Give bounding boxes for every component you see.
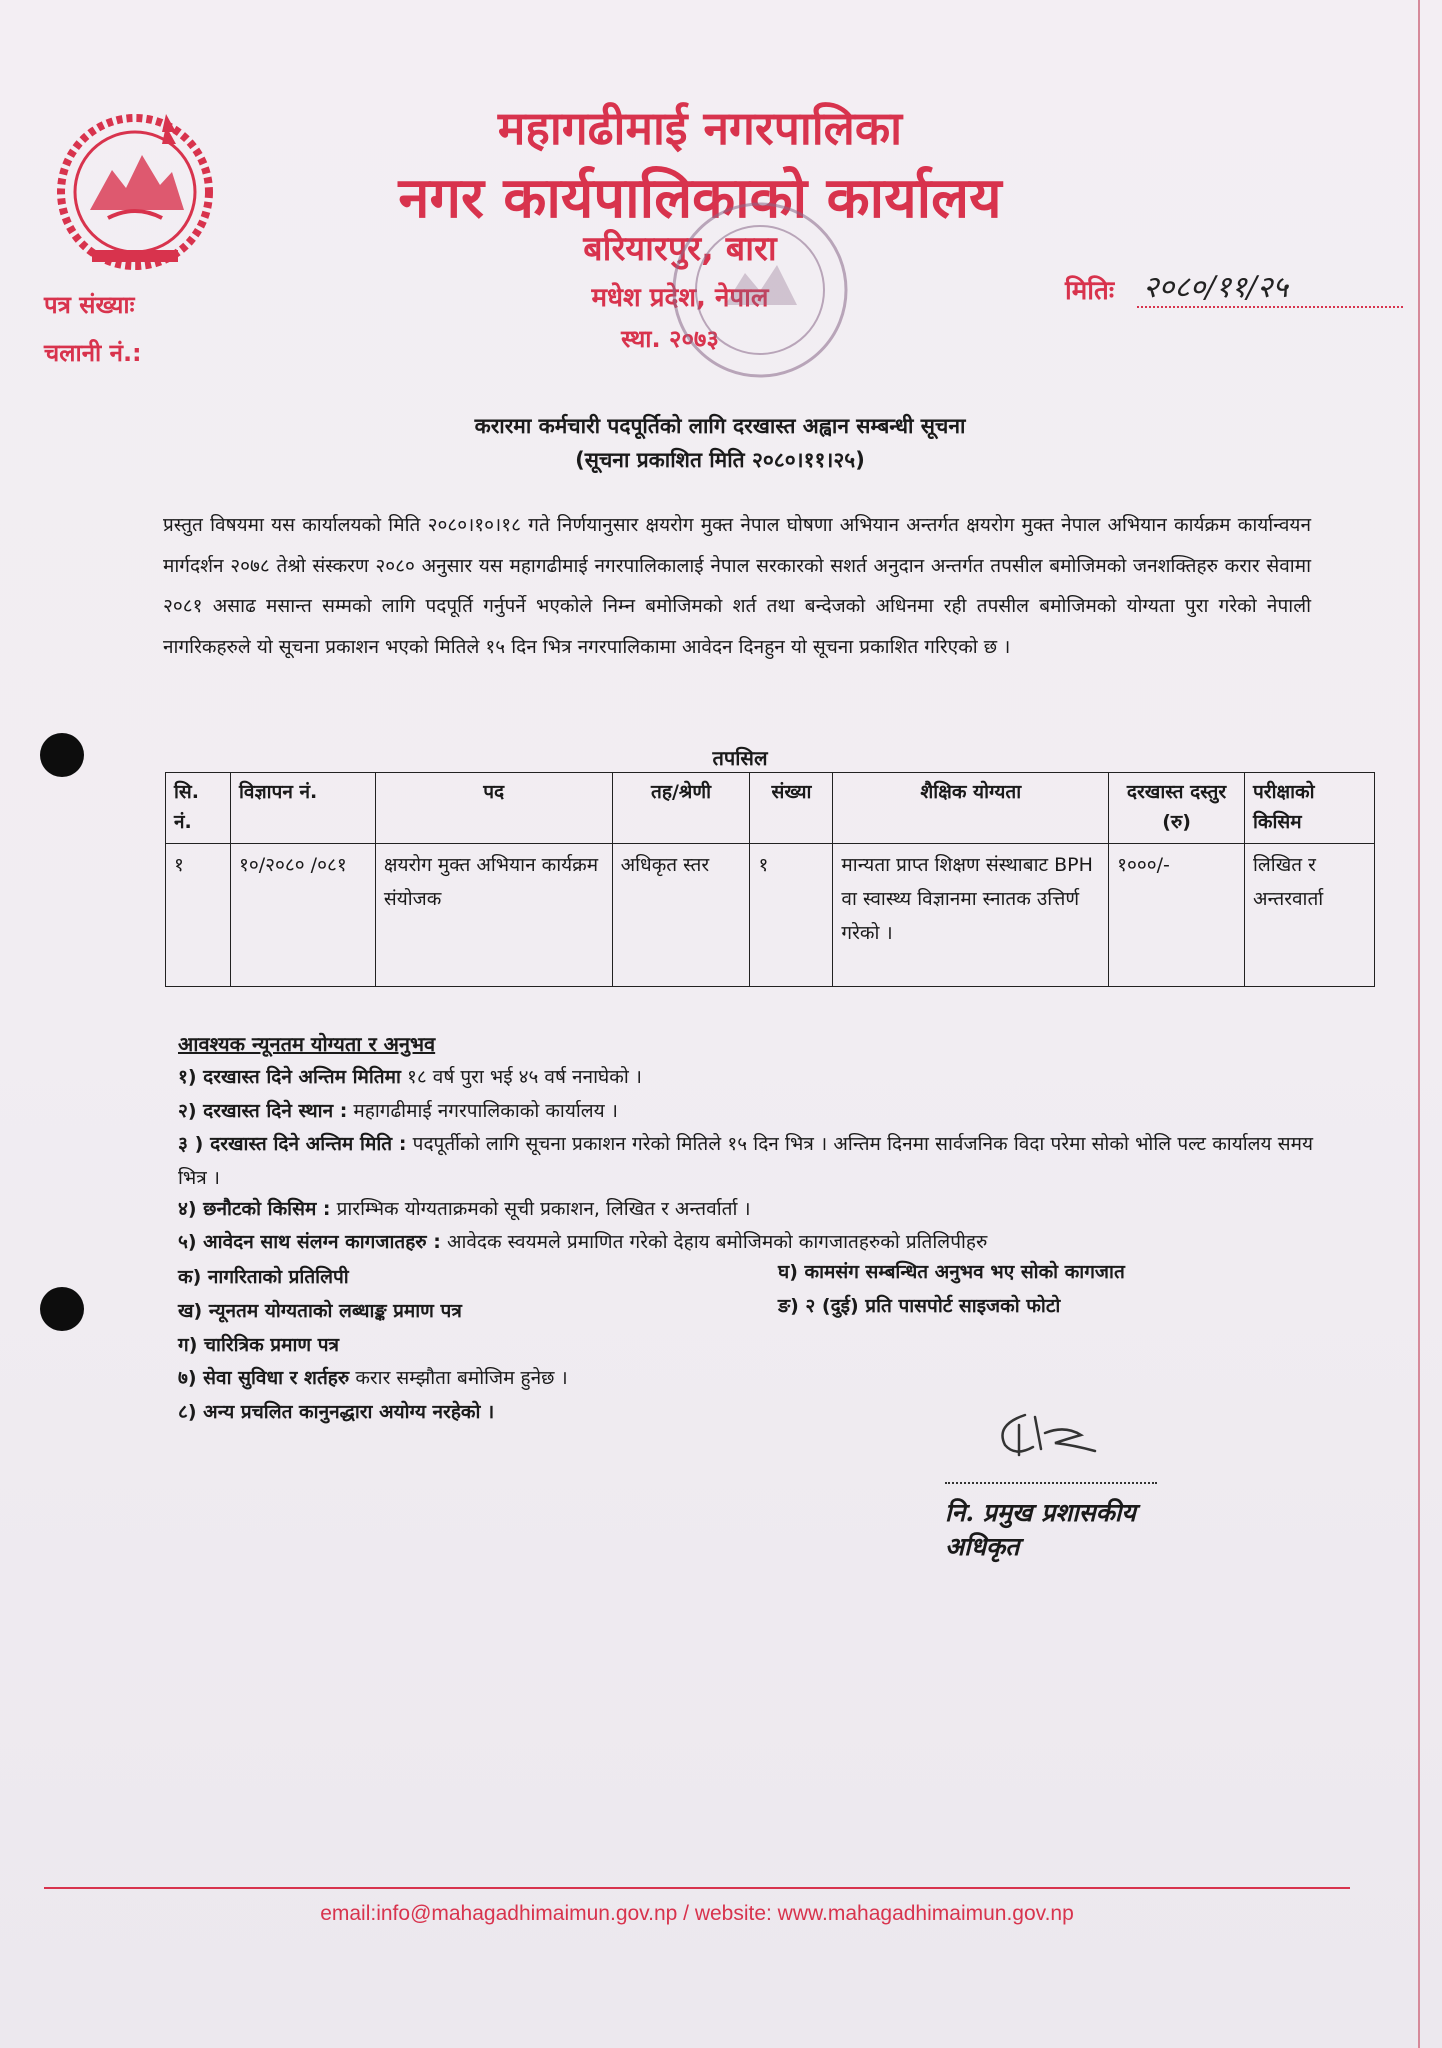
signature-line [945, 1482, 1157, 1484]
requirement-item [178, 1228, 1318, 1254]
publication-date: (सूचना प्रकाशित मिति २०८०।११।२५) [575, 448, 865, 472]
document-item: ङ) २ (दुई) प्रति पासपोर्ट साइजको फोटो [778, 1295, 1061, 1317]
requirement-text: पदपूर्तीको लागि सूचना प्रकाशन गरेको मितिले १५ दिन भित्र । अन्तिम दिनमा सार्वजनिक विदा परेमा सोको भोलि पल्ट कार्यालय समय भित्र । [178, 1133, 1313, 1189]
office-address: बरियारपुर, बारा [583, 229, 777, 269]
document-item: क) नागरिताको प्रतिलिपी [178, 1266, 349, 1288]
table-header-row [166, 773, 1375, 844]
table-cell: १ [166, 844, 231, 987]
office-name: नगर कार्यपालिकाको कार्यालय [398, 166, 1002, 231]
table-cell: १ [750, 844, 833, 987]
column-header: परीक्षाको किसिम [1245, 773, 1375, 844]
requirement-item [178, 1195, 1318, 1221]
requirement-label: ५) आवेदन साथ संलग्न कागजातहरु : [178, 1231, 441, 1253]
date-label: मितिः [1065, 276, 1115, 306]
letterhead [0, 0, 1442, 420]
requirement-text: करार सम्झौता बमोजिम हुनेछ । [355, 1367, 568, 1389]
document-item: घ) कामसंग सम्बन्धित अनुभव भए सोको कागजात [778, 1261, 1125, 1283]
table-cell: मान्यता प्राप्त शिक्षण संस्थाबाट BPH वा स्वास्थ्य विज्ञानमा स्नातक उत्तिर्ण गरेको । [833, 844, 1109, 987]
requirement-item [178, 1097, 1318, 1123]
requirement-label: ७) सेवा सुविधा र शर्तहरु [178, 1367, 350, 1389]
requirement-label: ४) छनौटको किसिम : [178, 1198, 331, 1220]
annex-title: तपसिल [712, 746, 768, 770]
document-item: ग) चारित्रिक प्रमाण पत्र [178, 1334, 340, 1356]
table-row [166, 844, 1375, 987]
requirement-text: आवेदक स्वयमले प्रमाणित गरेको देहाय बमोजिमको कागजातहरुको प्रतिलिपीहरु [446, 1231, 988, 1253]
letter-number-label: पत्र संख्याः [44, 291, 135, 319]
column-header: दरखास्त दस्तुर (रु) [1109, 773, 1245, 844]
dispatch-number-label: चलानी नं.: [44, 339, 142, 367]
requirement-text: महागढीमाई नगरपालिकाको कार्यालय । [353, 1100, 618, 1122]
vacancy-table [165, 772, 1375, 987]
column-header: सि. नं. [166, 773, 231, 844]
nepal-government-emblem-icon [42, 100, 228, 280]
province-line: मधेश प्रदेश, नेपाल [591, 283, 769, 313]
requirement-item [178, 1127, 1313, 1195]
column-header: शैक्षिक योग्यता [833, 773, 1109, 844]
column-header: पद [375, 773, 612, 844]
signature-icon [985, 1395, 1125, 1465]
punch-hole [40, 1287, 84, 1331]
date-value: २०८०/११/२५ [1137, 265, 1403, 308]
requirement-label: २) दरखास्त दिने स्थान : [178, 1100, 348, 1122]
footer-divider [44, 1887, 1350, 1889]
requirement-text: १८ वर्ष पुरा भई ४५ वर्ष ननाघेको । [406, 1066, 642, 1088]
requirements-title: आवश्यक न्यूनतम योग्यता र अनुभव [178, 1032, 436, 1056]
municipality-name: महागढीमाई नगरपालिका [497, 101, 903, 155]
date-field [1065, 265, 1405, 315]
column-header: विज्ञापन नं. [230, 773, 375, 844]
requirement-text: प्रारम्भिक योग्यताक्रमको सूची प्रकाशन, लिखित र अन्तर्वार्ता । [336, 1198, 751, 1220]
table-cell: १०००/- [1109, 844, 1245, 987]
table-cell: १०/२०८० /०८१ [230, 844, 375, 987]
column-header: संख्या [750, 773, 833, 844]
requirement-item [178, 1063, 1318, 1089]
requirement-label: ३ ) दरखास्त दिने अन्तिम मिति : [178, 1133, 407, 1155]
notice-subject: करारमा कर्मचारी पदपूर्तिको लागि दरखास्त अह्वान सम्बन्धी सूचना [474, 414, 966, 438]
footer-contact: email:info@mahagadhimaimun.gov.np / website: www.mahagadhimaimun.gov.np [320, 1902, 1074, 1925]
document-item: ख) न्यूनतम योग्यताको लब्धाङ्क प्रमाण पत्र [178, 1300, 462, 1322]
requirement-item: ८) अन्य प्रचलित कानुनद्धारा अयोग्य नरहेको । [178, 1401, 495, 1423]
table-cell: अधिकृत स्तर [612, 844, 750, 987]
requirement-item [178, 1364, 1318, 1390]
established-year: स्था. २०७३ [621, 325, 719, 353]
notice-body: प्रस्तुत विषयमा यस कार्यालयको मिति २०८०।१०।१८ गते निर्णयानुसार क्षयरोग मुक्त नेपाल घोषणा अभियान अन्तर्गत क्षयरोग मुक्त नेपाल अभियान कार्यक्रम कार्यान्वयन मार्गदर्शन २०७८ तेश्रो संस्करण २०८० अनुसार यस महागढीमाई नगरपालिकालाई नेपाल सरकारको सशर्त अनुदान अन्तर्गत तपसील बमोजिमको जनशक्तिहरु करार सेवामा २०८१ असाढ मसान्त सम्मको लागि पदपूर्ति गर्नुपर्ने भएकोले निम्न बमोजिमको शर्त तथा बन्देजको अधिनमा रही तपसील बमोजिमको योग्यता पुरा गरेको नेपाली नागरिकहरुले यो सूचना प्रकाशन भएको मितिले १५ दिन भित्र नगरपालिकामा आवेदन दिनहुन यो सूचना प्रकाशित गरिएको छ । [163, 514, 1311, 658]
signatory-title: नि. प्रमुख प्रशासकीय अधिकृत [945, 1498, 1136, 1561]
punch-hole [40, 733, 84, 777]
requirement-label: १) दरखास्त दिने अन्तिम मितिमा [178, 1066, 401, 1088]
municipality-seal-icon [665, 195, 855, 385]
column-header: तह/श्रेणी [612, 773, 750, 844]
table-cell: क्षयरोग मुक्त अभियान कार्यक्रम संयोजक [375, 844, 612, 987]
table-cell: लिखित र अन्तरवार्ता [1245, 844, 1375, 987]
